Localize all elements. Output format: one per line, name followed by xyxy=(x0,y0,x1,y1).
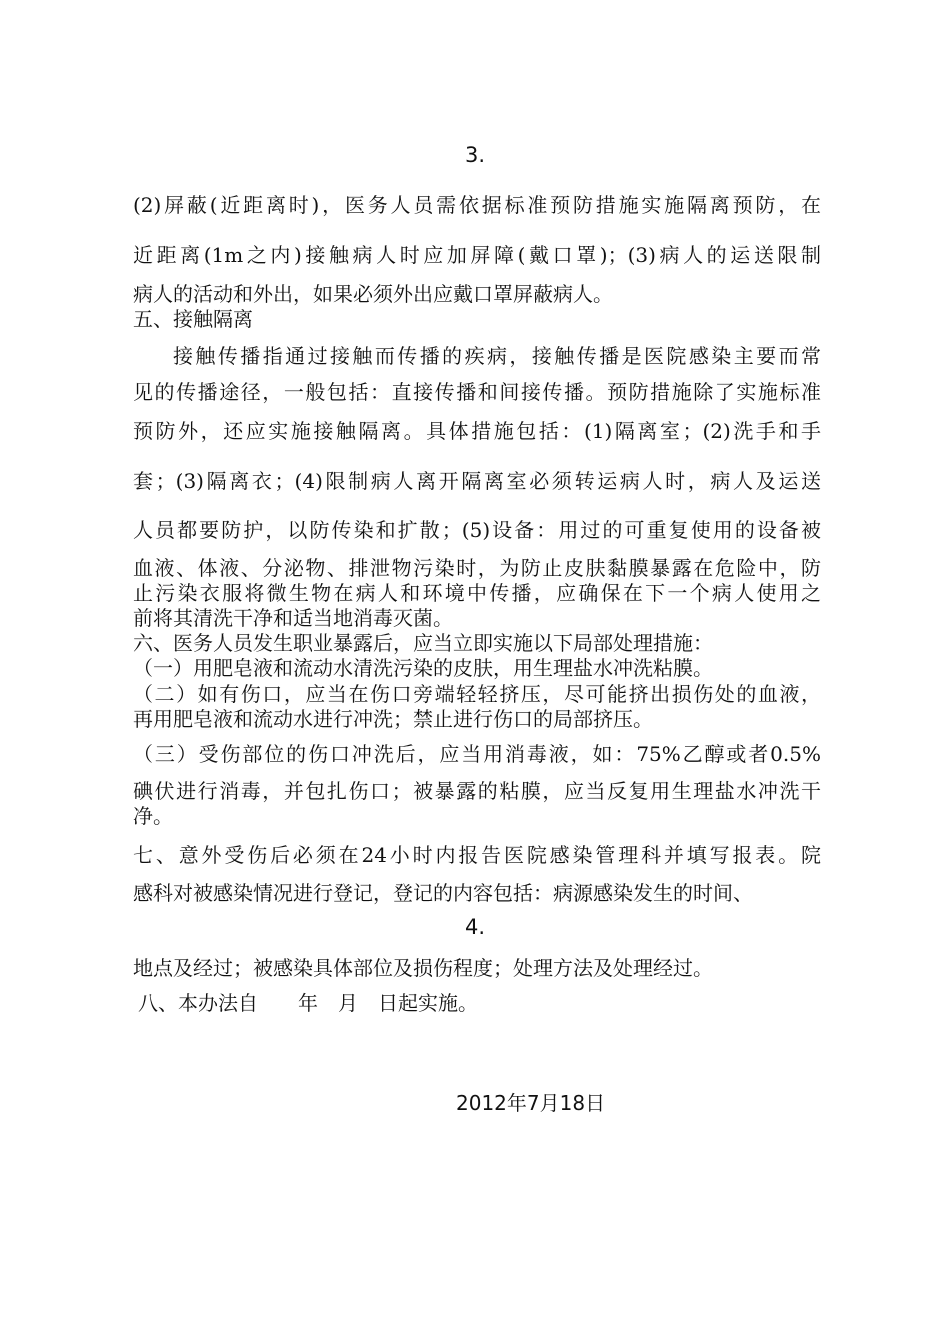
text-line-9: 人员都要防护，以防传染和扩散；(5)设备：用过的可重复使用的设备被 xyxy=(133,518,821,542)
text-line-16: 再用肥皂液和流动水进行冲洗；禁止进行伤口的局部挤压。 xyxy=(133,707,653,731)
text-line-6: 见的传播途径，一般包括：直接传播和间接传播。预防措施除了实施标准 xyxy=(133,380,821,404)
text-line-2: 近距离(1m之内)接触病人时应加屏障(戴口罩)；(3)病人的运送限制 xyxy=(133,243,821,267)
text-line-17: （三）受伤部位的伤口冲洗后，应当用消毒液，如：75%乙醇或者0.5% xyxy=(133,742,821,766)
text-line-20: 七、意外受伤后必须在24小时内报告医院感染管理科并填写报表。院 xyxy=(133,843,821,867)
text-line-21: 感科对被感染情况进行登记，登记的内容包括：病源感染发生的时间、 xyxy=(133,881,753,905)
section-heading-occupational-exposure: 六、医务人员发生职业暴露后，应当立即实施以下局部处理措施： xyxy=(133,631,713,655)
text-line-15: （二）如有伤口，应当在伤口旁端轻轻挤压，尽可能挤出损伤处的血液， xyxy=(133,682,821,706)
text-line-5: 接触传播指通过接触而传播的疾病，接触传播是医院感染主要而常 xyxy=(173,344,821,368)
text-line-22: 地点及经过；被感染具体部位及损伤程度；处理方法及处理经过。 xyxy=(133,956,713,980)
text-line-3: 病人的活动和外出，如果必须外出应戴口罩屏蔽病人。 xyxy=(133,282,613,306)
text-line-12: 前将其清洗干净和适当地消毒灭菌。 xyxy=(133,606,453,630)
section-heading-contact-isolation: 五、接触隔离 xyxy=(133,307,253,331)
document-date: 2012年7月18日 xyxy=(456,1091,606,1115)
text-line-18: 碘伏进行消毒，并包扎伤口；被暴露的粘膜，应当反复用生理盐水冲洗干 xyxy=(133,779,821,803)
text-line-8: 套；(3)隔离衣；(4)限制病人离开隔离室必须转运病人时，病人及运送 xyxy=(133,469,821,493)
page-number-mid: 4. xyxy=(464,915,486,939)
text-line-14: （一）用肥皂液和流动水清洗污染的皮肤，用生理盐水冲洗粘膜。 xyxy=(133,656,713,680)
text-line-1: (2)屏蔽(近距离时)，医务人员需依据标准预防措施实施隔离预防，在 xyxy=(133,193,821,217)
text-line-11: 止污染衣服将微生物在病人和环境中传播，应确保在下一个病人使用之 xyxy=(133,581,821,605)
page-number-top: 3. xyxy=(464,143,486,167)
text-line-19: 净。 xyxy=(133,804,173,828)
text-line-10: 血液、体液、分泌物、排泄物污染时，为防止皮肤黏膜暴露在危险中，防 xyxy=(133,556,821,580)
effective-date-line: 八、本办法自 年 月 日起实施。 xyxy=(138,991,478,1015)
text-line-7: 预防外，还应实施接触隔离。具体措施包括：(1)隔离室；(2)洗手和手 xyxy=(133,419,821,443)
